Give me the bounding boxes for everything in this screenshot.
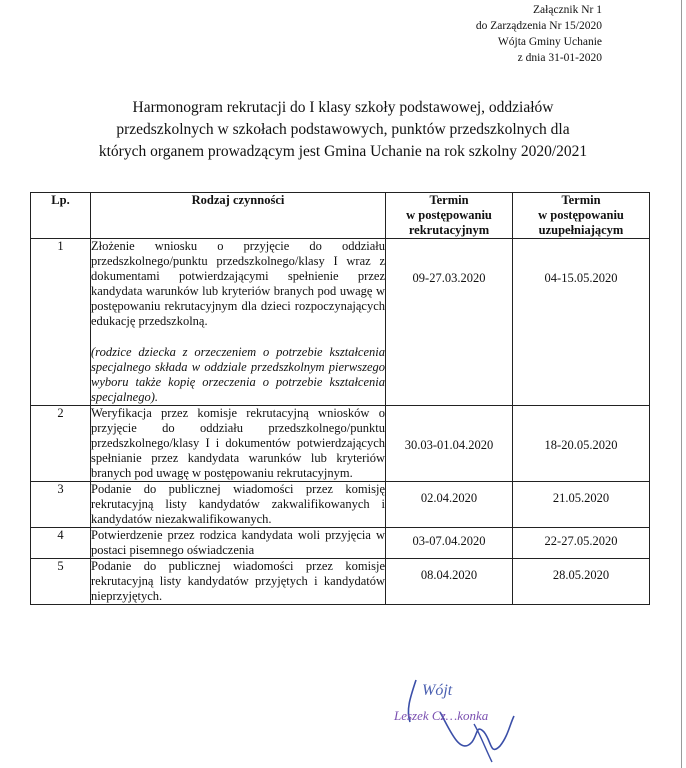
header-term2-line-a: Termin [561,193,601,207]
row-description: Weryfikacja przez komisje rekrutacyjną wniosków o przyjęcie do oddziału przedszkolnego/punktu przedszkolnego/klasy I i dokumentów potwierdzających spełnianie przez kandydata warunków lub kryteriów branych pod uwagę w postępowaniu rekrutacyjnym. [91,406,385,480]
annex-line-4: z dnia 31-01-2020 [517,52,602,64]
header-term2-line-b: w postępowaniu [538,208,624,222]
row-description-note: (rodzice dziecka z orzeczeniem o potrzebie kształcenia specjalnego składa w oddziale przedszkolnym pierwszego wyboru także kopię orzeczenia o potrzebie kształcenia specjalnego). [91,345,385,404]
row-term-recruitment: 30.03-01.04.2020 [386,406,513,482]
row-description: Potwierdzenie przez rodzica kandydata woli przyjęcia w postaci pisemnego oświadczenia [91,528,385,557]
title-line-3: których organem prowadzącym jest Gmina Uchanie na rok szkolny 2020/2021 [98,143,588,160]
header-term1-line-c: rekrutacyjnym [408,223,490,237]
page-edge [681,0,682,768]
row-term-supplementary: 22-27.05.2020 [513,528,650,559]
row-description-text: Złożenie wniosku o przyjęcie do oddziału przedszkolnego/punktu przedszkolnego/klasy I wraz z dokumentami potwierdzającymi spełnienie przez kandydata warunków lub kryteriów branych pod uwagę w postępowaniu rekrutacyjnym dla dzieci rozpoczynających edukację przedszkolną. [91,239,385,328]
header-term-recruitment [386,193,513,239]
header-lp: Lp. [31,193,91,239]
row-number: 3 [31,482,91,528]
row-term-recruitment: 09-27.03.2020 [386,239,513,406]
row-term-recruitment: 08.04.2020 [386,559,513,605]
header-term1-line-b: w postępowaniu [406,208,492,222]
signature-stamp [380,672,560,768]
row-term-supplementary: 21.05.2020 [513,482,650,528]
schedule-table [30,192,650,605]
header-term1-line-a: Termin [429,193,469,207]
row-term-supplementary: 04-15.05.2020 [513,239,650,406]
table-header-row [31,193,650,239]
row-term-recruitment: 03-07.04.2020 [386,528,513,559]
row-number: 1 [31,239,91,406]
table-row [31,528,650,559]
signature-title: Wójt [422,682,453,699]
row-number: 5 [31,559,91,605]
document-title [60,97,626,163]
annex-line-2: do Zarządzenia Nr 15/2020 [475,20,602,32]
table-row [31,239,650,406]
row-description: Podanie do publicznej wiadomości przez komisję rekrutacyjną listy kandydatów zakwalifikowanych i kandydatów niezakwalifikowanych. [91,482,385,526]
row-term-supplementary: 28.05.2020 [513,559,650,605]
table-row [31,406,650,482]
header-activity-type: Rodzaj czynności [91,193,386,239]
row-description [91,239,386,406]
row-number: 4 [31,528,91,559]
row-term-supplementary: 18-20.05.2020 [513,406,650,482]
header-term2-line-c: uzupełniającym [538,223,624,237]
annex-line-1: Załącznik Nr 1 [533,4,602,16]
header-term-supplementary [513,193,650,239]
table-row [31,482,650,528]
annex-line-3: Wójta Gminy Uchanie [497,36,602,48]
row-number: 2 [31,406,91,482]
title-line-1: Harmonogram rekrutacji do I klasy szkoły podstawowej, oddziałów [132,99,554,116]
row-description: Podanie do publicznej wiadomości przez komisje rekrutacyjną listy kandydatów przyjętych i kandydatów nieprzyjętych. [91,559,385,603]
signature-name: Leszek Cz…konka [394,708,489,723]
title-line-2: przedszkolnych w szkołach podstawowych, punktów przedszkolnych dla [116,121,570,138]
table-row [31,559,650,605]
row-term-recruitment: 02.04.2020 [386,482,513,528]
annex-header [476,2,602,66]
